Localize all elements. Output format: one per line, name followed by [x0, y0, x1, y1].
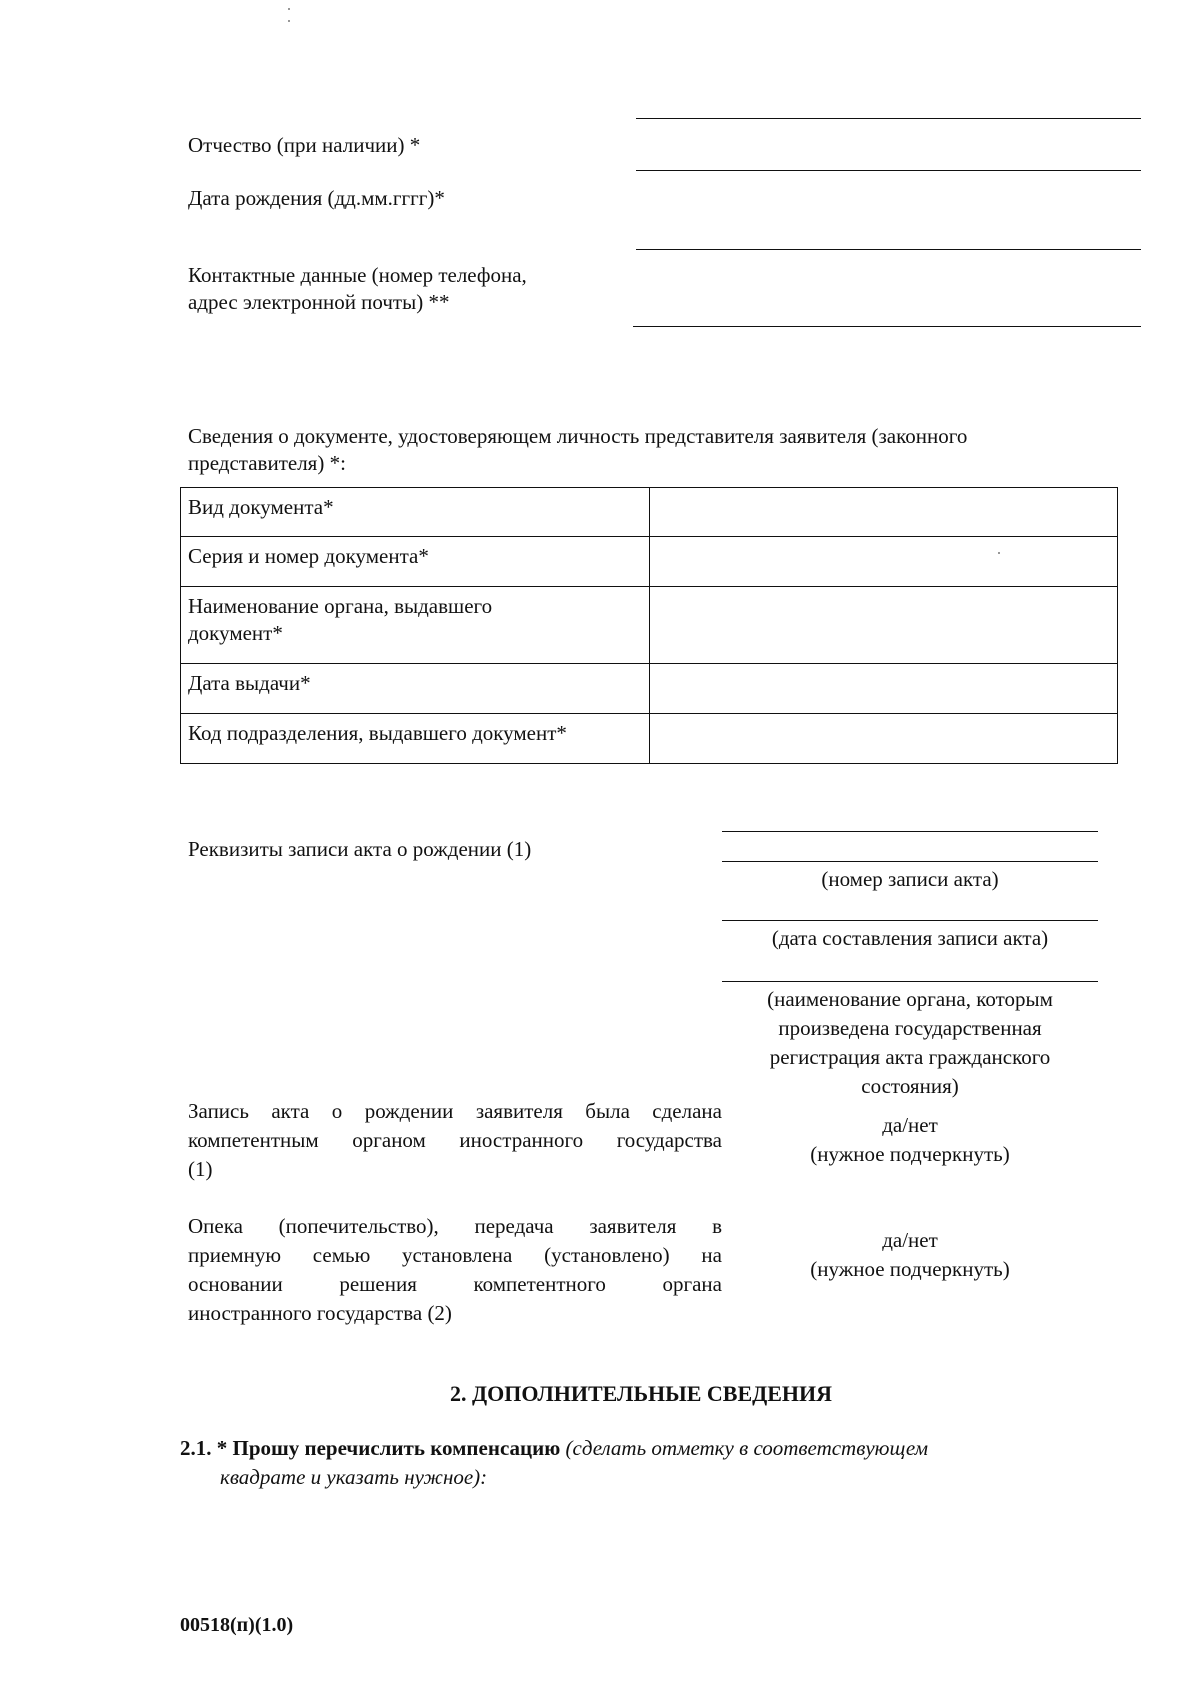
caption-record-authority	[722, 985, 1098, 1101]
guardianship-choice	[722, 1226, 1098, 1284]
birth-record-label: Реквизиты записи акта о рождении (1)	[188, 837, 532, 861]
table-row	[181, 714, 1118, 764]
table-cell-value[interactable]	[650, 664, 1118, 714]
section-2-1-italic-line2: квадрате и указать нужное):	[220, 1465, 488, 1489]
section-2-1-italic-line1: (сделать отметку в соответствующем	[565, 1436, 929, 1460]
table-row	[181, 664, 1118, 714]
input-line-birthdate[interactable]	[636, 249, 1141, 250]
contacts-label-line1: Контактные данные (номер телефона,	[188, 263, 527, 287]
caption-record-date: (дата составления записи акта)	[771, 926, 1049, 950]
caption-record-authority-line2: произведена государственная	[778, 1016, 1042, 1040]
id-document-heading-line1: Сведения о документе, удостоверяющем личность представителя заявителя (законного	[188, 424, 968, 448]
id-document-heading-line2: представителя) *:	[188, 451, 346, 476]
section-2-1-bold-text: Прошу перечислить компенсацию	[232, 1436, 561, 1460]
caption-record-authority-line3: регистрация акта гражданского	[769, 1045, 1051, 1069]
input-line-record-date[interactable]	[722, 920, 1098, 921]
birthdate-label: Дата рождения (дд.мм.гггг)*	[188, 186, 445, 210]
contacts-label	[188, 262, 527, 317]
table-row	[181, 537, 1118, 587]
input-line-record-top	[722, 831, 1098, 832]
caption-record-authority-line4: состояния)	[861, 1074, 959, 1098]
input-line-record-authority[interactable]	[722, 981, 1098, 982]
section-2-1-line1	[180, 1434, 1130, 1463]
guardianship-text-line3: основании решения компетентного органа	[188, 1272, 722, 1296]
table-row	[181, 488, 1118, 537]
table-cell-label: Серия и номер документа*	[181, 537, 650, 587]
table-cell-label-line2: документ*	[188, 621, 283, 646]
table-cell-value[interactable]	[650, 488, 1118, 537]
guardianship-text-line1: Опека (попечительство), передача заявителя в	[188, 1214, 722, 1238]
guardianship-text-line4: иностранного государства (2)	[188, 1301, 452, 1325]
patronymic-label: Отчество (при наличии) *	[188, 133, 421, 157]
input-line-record-number[interactable]	[722, 861, 1098, 862]
table-cell-value[interactable]	[650, 587, 1118, 664]
foreign-record-yes-no[interactable]: да/нет	[882, 1113, 938, 1137]
section-2-1-item	[180, 1434, 1130, 1492]
id-document-table	[180, 487, 1118, 764]
table-cell-label-line1: Наименование органа, выдавшего	[188, 594, 493, 618]
caption-record-authority-line1: (наименование органа, которым	[767, 987, 1053, 1011]
foreign-record-text-line2: компетентным органом иностранного государства	[188, 1128, 722, 1152]
foreign-record-text-line1: Запись акта о рождении заявителя была сделана	[188, 1099, 722, 1123]
guardianship-text	[188, 1212, 722, 1328]
scan-speck	[288, 20, 290, 22]
table-cell-value[interactable]	[650, 537, 1118, 587]
input-line-surname	[636, 118, 1141, 119]
caption-record-number: (номер записи акта)	[821, 867, 999, 891]
foreign-record-text	[188, 1097, 722, 1184]
foreign-record-hint: (нужное подчеркнуть)	[810, 1142, 1010, 1166]
scan-speck	[288, 8, 290, 10]
table-row	[181, 587, 1118, 664]
table-cell-label: Дата выдачи*	[181, 664, 650, 714]
input-line-contacts[interactable]	[633, 326, 1141, 327]
table-cell-label	[181, 587, 650, 664]
table-cell-label: Код подразделения, выдавшего документ*	[181, 714, 650, 764]
section-2-title: 2. ДОПОЛНИТЕЛЬНЫЕ СВЕДЕНИЯ	[450, 1381, 833, 1406]
contacts-label-line2: адрес электронной почты) **	[188, 290, 450, 315]
input-line-patronymic[interactable]	[636, 170, 1141, 171]
table-cell-label: Вид документа*	[181, 488, 650, 537]
guardianship-text-line2: приемную семью установлена (установлено) на	[188, 1243, 722, 1267]
section-2-1-number: 2.1. *	[180, 1436, 228, 1460]
foreign-record-text-line3: (1)	[188, 1157, 213, 1181]
id-document-heading	[188, 423, 1128, 478]
table-cell-value[interactable]	[650, 714, 1118, 764]
form-code: 00518(п)(1.0)	[180, 1614, 294, 1636]
guardianship-yes-no[interactable]: да/нет	[882, 1228, 938, 1252]
guardianship-hint: (нужное подчеркнуть)	[810, 1257, 1010, 1281]
foreign-record-choice	[722, 1111, 1098, 1169]
